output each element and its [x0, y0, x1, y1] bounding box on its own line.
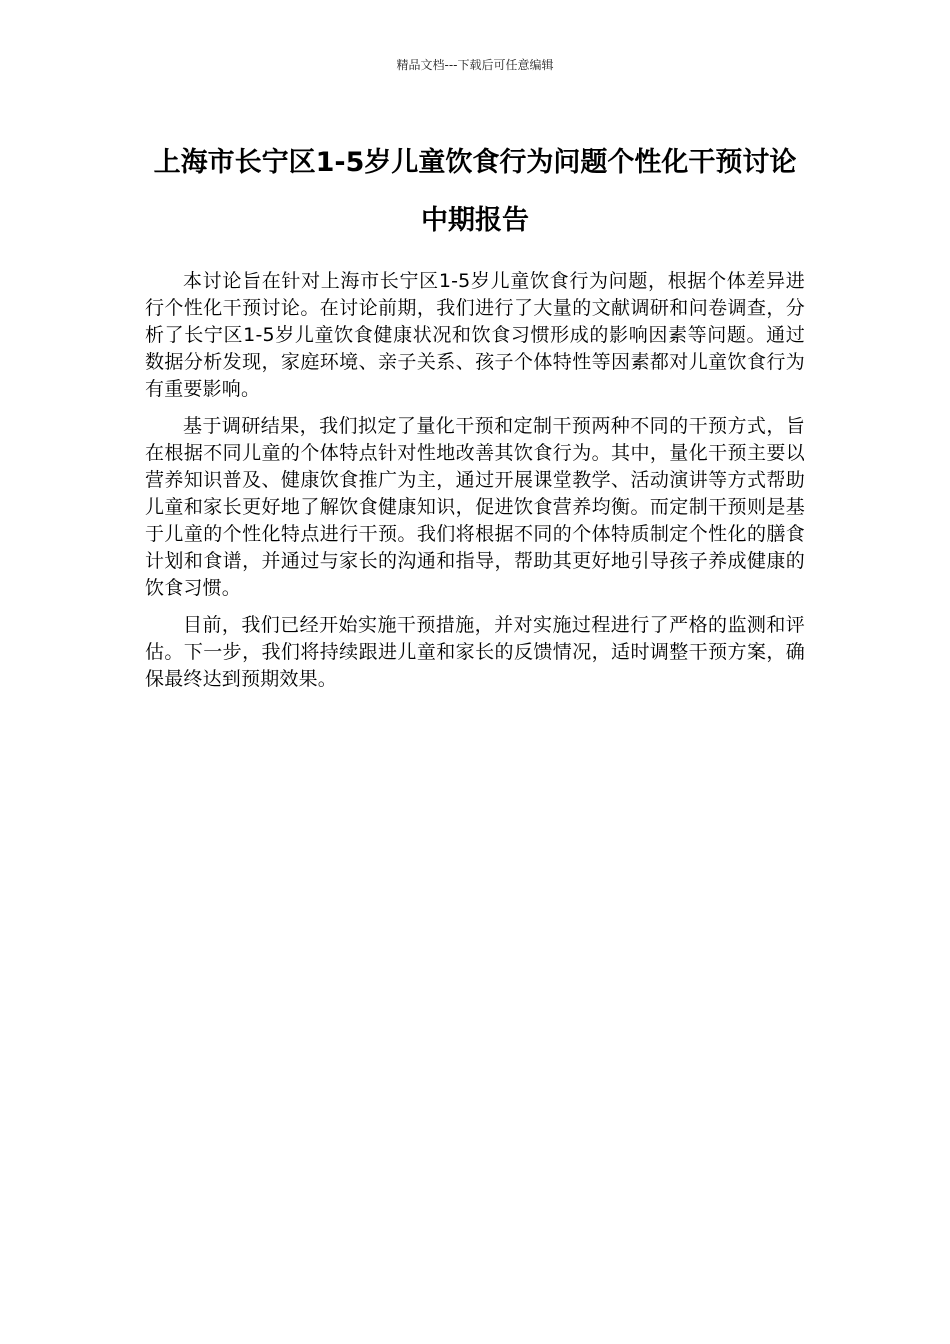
document-body [145, 268, 805, 703]
paragraph-intro: 本讨论旨在针对上海市长宁区1-5岁儿童饮食行为问题，根据个体差异进行个性化干预讨论。在讨论前期，我们进行了大量的文献调研和问卷调查，分析了长宁区1-5岁儿童饮食健康状况和饮食习惯形成的影响因素等问题。通过数据分析发现，家庭环境、亲子关系、孩子个体特性等因素都对儿童饮食行为有重要影响。 [145, 270, 805, 400]
header-note: 精品文档---下载后可任意编辑 [396, 58, 554, 72]
paragraph-progress: 目前，我们已经开始实施干预措施，并对实施过程进行了严格的监测和评估。下一步，我们将持续跟进儿童和家长的反馈情况，适时调整干预方案，确保最终达到预期效果。 [145, 614, 805, 690]
paragraph-methods: 基于调研结果，我们拟定了量化干预和定制干预两种不同的干预方式，旨在根据不同儿童的个体特点针对性地改善其饮食行为。其中，量化干预主要以营养知识普及、健康饮食推广为主，通过开展课堂教学、活动演讲等方式帮助儿童和家长更好地了解饮食健康知识，促进饮食营养均衡。而定制干预则是基于儿童的个性化特点进行干预。我们将根据不同的个体特质制定个性化的膳食计划和食谱，并通过与家长的沟通和指导，帮助其更好地引导孩子养成健康的饮食习惯。 [145, 415, 805, 599]
document-title: 上海市长宁区1-5岁儿童饮食行为问题个性化干预讨论中期报告 [153, 147, 797, 236]
